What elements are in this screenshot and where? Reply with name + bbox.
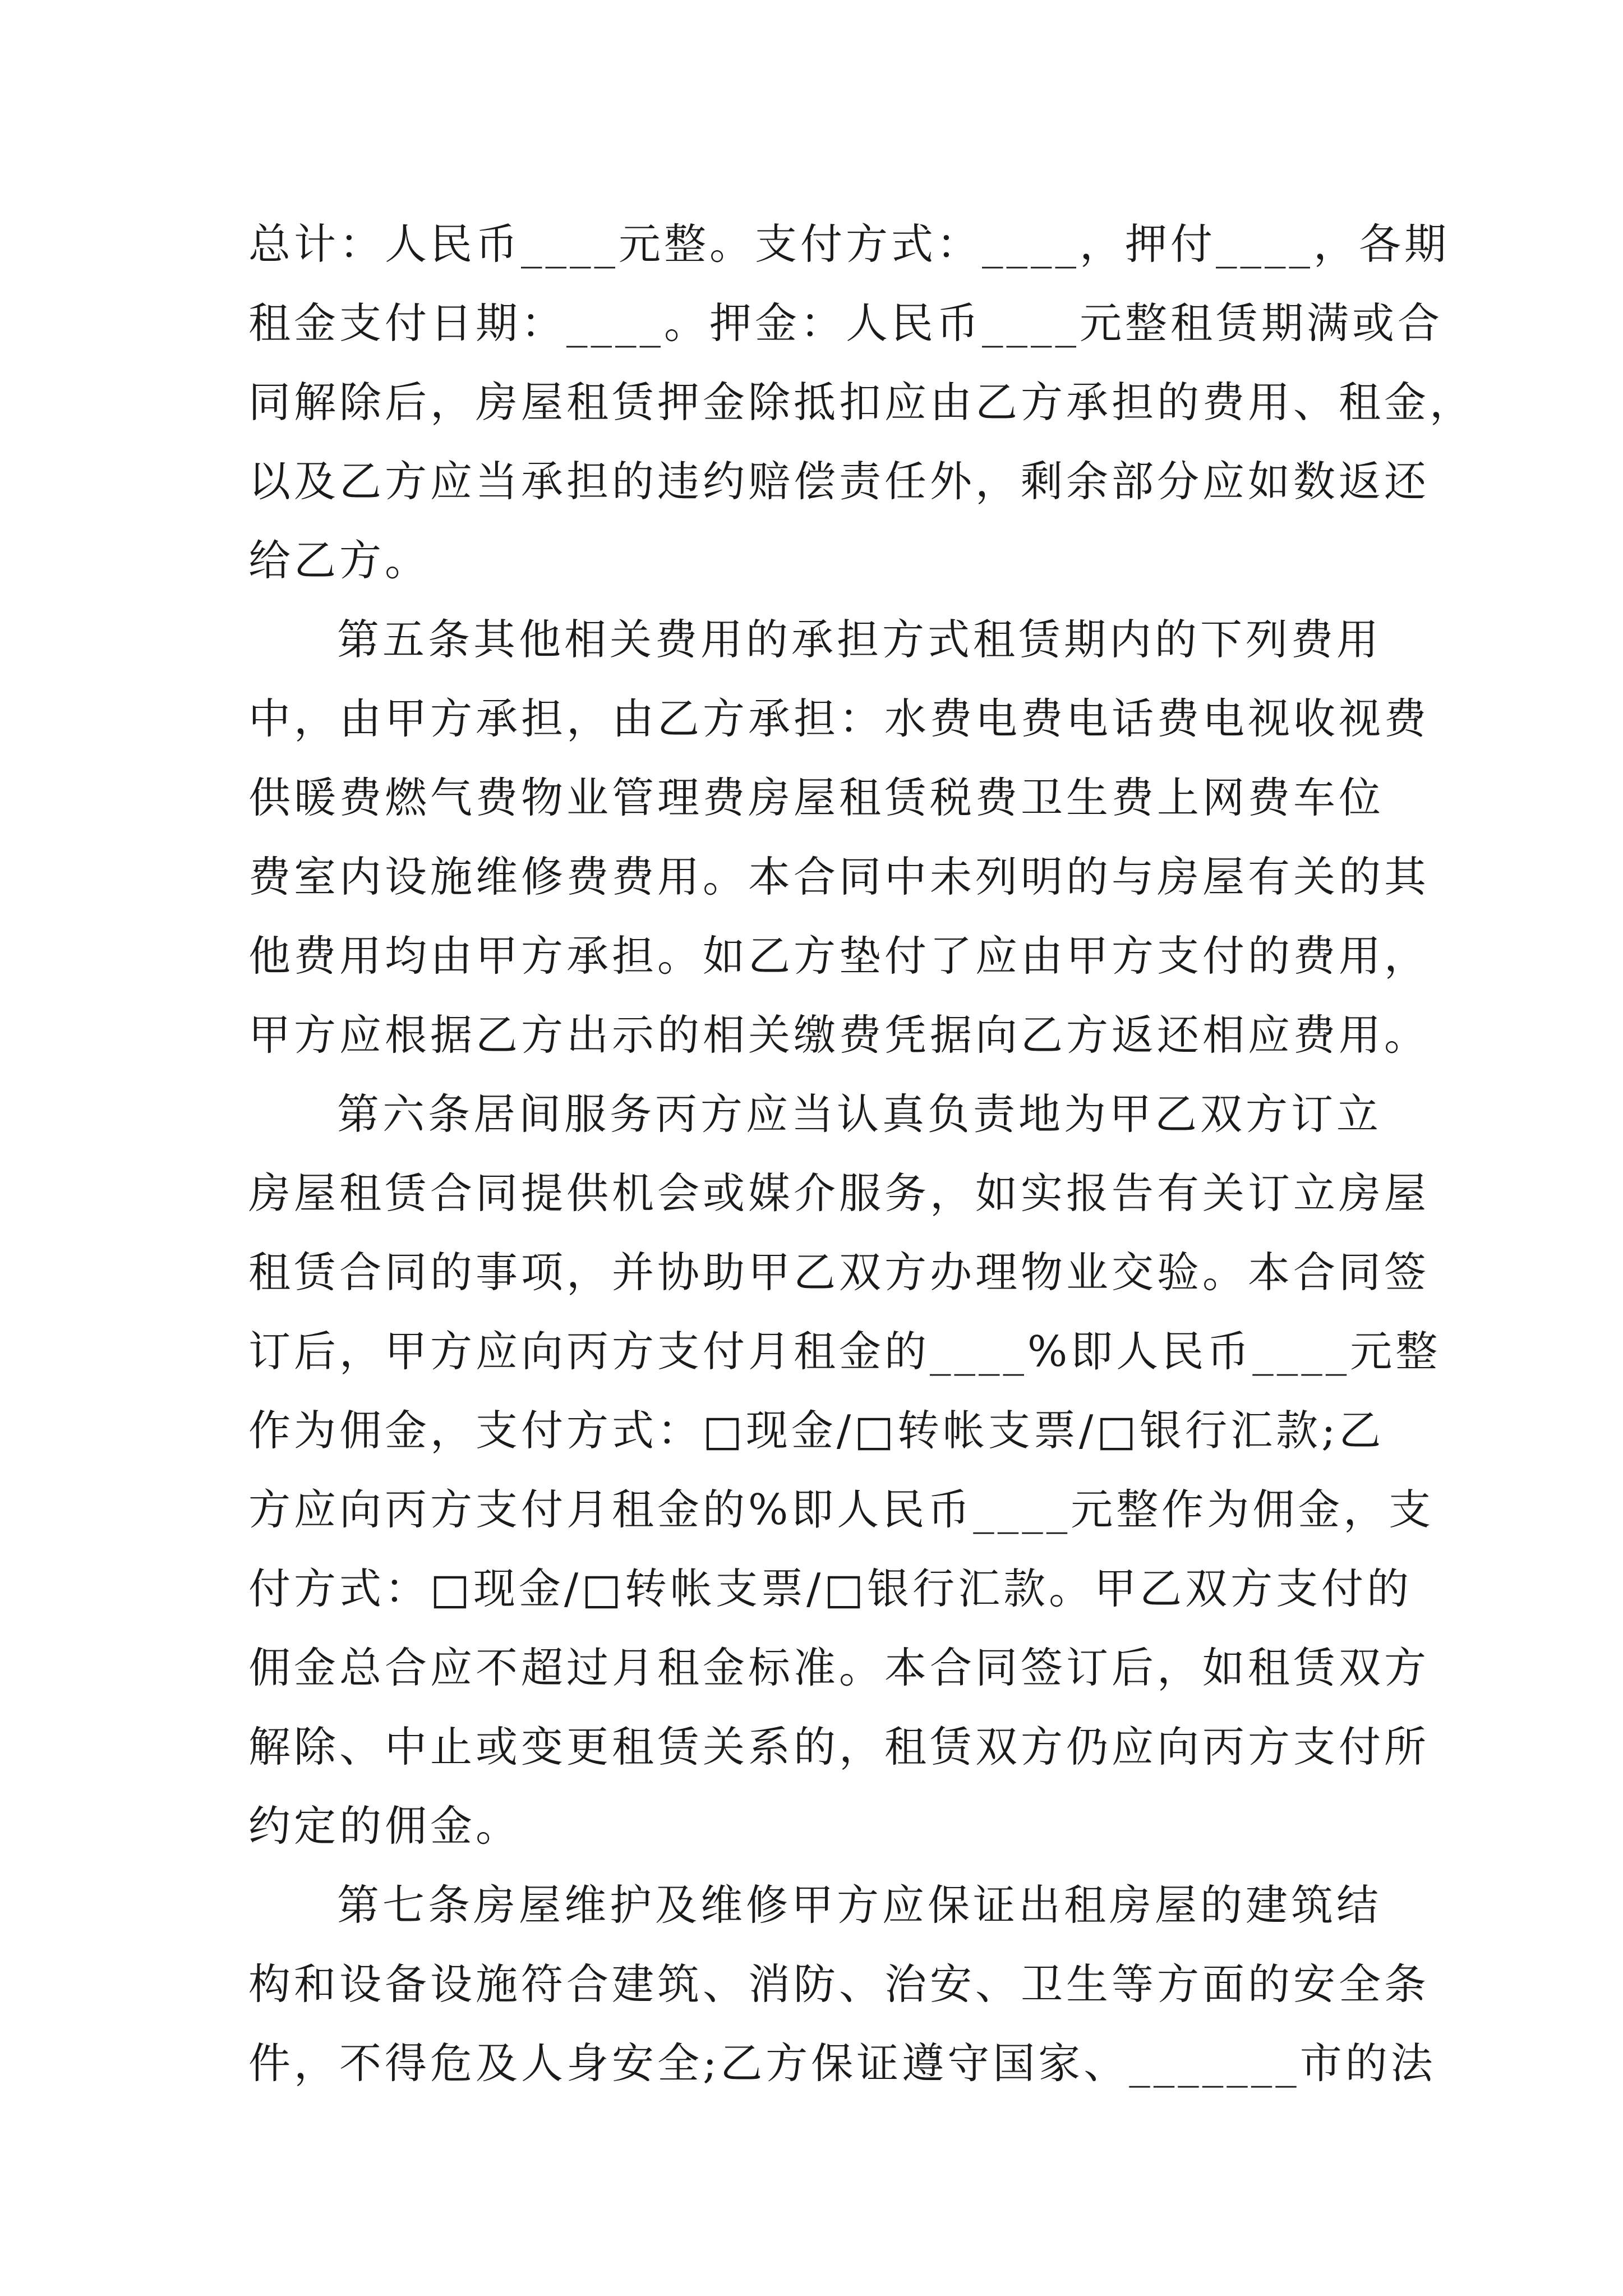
text-line: 解除、中止或变更租赁关系的，租赁双方仍应向丙方支付所: [248, 1722, 1430, 1772]
text-line: 总计：人民币____元整。支付方式：____，押付____，各期: [248, 219, 1450, 269]
text-line: 甲方应根据乙方出示的相关缴费凭据向乙方返还相应费用。: [248, 1010, 1430, 1060]
text-line: 佣金总合应不超过月租金标准。本合同签订后，如租赁双方: [248, 1643, 1430, 1692]
text-line: 订后，甲方应向丙方支付月租金的____%即人民币____元整: [248, 1327, 1441, 1376]
text-line: 构和设备设施符合建筑、消防、治安、卫生等方面的安全条: [248, 1959, 1430, 2009]
text-line: 第六条居间服务丙方应当认真负责地为甲乙双方订立: [337, 1089, 1382, 1139]
text-line: 房屋租赁合同提供机会或媒介服务，如实报告有关订立房屋: [248, 1168, 1430, 1218]
text-line: 付方式：□现金/□转帐支票/□银行汇款。甲乙双方支付的: [248, 1564, 1413, 1613]
text-line: 第七条房屋维护及维修甲方应保证出租房屋的建筑结: [337, 1880, 1382, 1930]
text-line: 作为佣金，支付方式：□现金/□转帐支票/□银行汇款;乙: [248, 1406, 1385, 1455]
text-line: 租金支付日期：____。押金：人民币____元整租赁期满或合: [248, 298, 1444, 348]
text-line: 件，不得危及人身安全;乙方保证遵守国家、_______市的法: [248, 2039, 1436, 2088]
text-line: 方应向丙方支付月租金的%即人民币____元整作为佣金，支: [248, 1485, 1435, 1534]
text-line: 同解除后，房屋租赁押金除抵扣应由乙方承担的费用、租金，: [248, 378, 1476, 427]
text-line: 第五条其他相关费用的承担方式租赁期内的下列费用: [337, 615, 1382, 664]
text-line: 供暖费燃气费物业管理费房屋租赁税费卫生费上网费车位: [248, 773, 1385, 822]
text-line: 以及乙方应当承担的违约赔偿责任外，剩余部分应如数返还: [248, 457, 1430, 506]
text-line: 他费用均由甲方承担。如乙方垫付了应由甲方支付的费用，: [248, 931, 1430, 981]
text-line: 租赁合同的事项，并协助甲乙双方办理物业交验。本合同签: [248, 1248, 1430, 1297]
text-line: 给乙方。: [248, 536, 431, 585]
text-line: 约定的佣金。: [248, 1801, 522, 1851]
text-line: 费室内设施维修费费用。本合同中未列明的与房屋有关的其: [248, 852, 1430, 901]
text-line: 中，由甲方承担，由乙方承担：水费电费电话费电视收视费: [248, 694, 1430, 743]
